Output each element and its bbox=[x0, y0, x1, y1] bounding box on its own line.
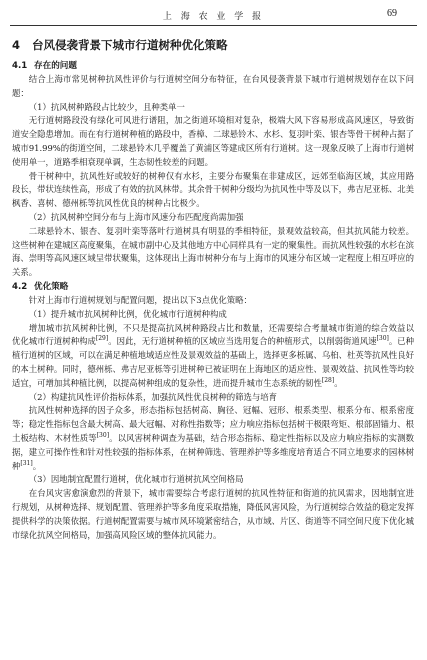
paragraph: 针对上海市行道树规划与配置问题，提出以下3点优化策略： bbox=[28, 294, 252, 305]
citation: [30] bbox=[96, 432, 110, 440]
section-heading bbox=[12, 38, 414, 52]
paragraph: 二球悬铃木、银杏、复羽叶栾等落叶行道树具有明显的季相特征，景观效益较高，但其抗风能力较差。这些树种在建城区高度聚集，在城市副中心及其他地方中心同样具有一定的聚集性。而抗风性较强的水杉在滨海、崇明等高风速区域呈带状聚集，这体现出上海市树种分布与上海市的风速分布区域一定程度上相互呼应的关系。 bbox=[12, 225, 414, 278]
citation: [31] bbox=[20, 459, 33, 467]
subsection-number: 4.2 bbox=[12, 281, 28, 292]
subsection-title: 优化策略 bbox=[34, 281, 69, 292]
paragraph: 无行道树路段没有绿化可风进行谱阻，加之街道环境相对复杂，极端大风下容易形成高风速区，导致街道安全隐患增加。而在有行道树种植的路段中，香樟、二球悬铃木、水杉、复羽叶栾、银杏等骨干树种占据了城市91.99%的街道空间，二球悬铃木几乎覆盖了黄浦区等建成区所有行道树。这一现象反映了上海市行道树使用单一，道路季相衰现单调，生态韧性较差的问题。 bbox=[12, 115, 414, 167]
subsection-heading-strategies bbox=[12, 280, 414, 294]
subsection-title: 存在的问题 bbox=[34, 61, 77, 71]
text-run: 增加城市抗风树种比例，不只是提高抗风树种路段占比和数量，还需要综合考量城市街道的综合效益以优化城市行道树种构成 bbox=[12, 322, 414, 347]
text-run: 。 bbox=[32, 460, 42, 471]
section-title: 台风侵袭背景下城市行道树种优化策略 bbox=[32, 38, 228, 52]
paragraph: 骨干树种中，抗风性好或较好的树种仅有水杉，主要分布聚集在非建成区，远郊至临海区域，其应用路段长，带状连续性高，形成了有效的抗风林带。其余骨干树种分级均为抗风性中等及以下，弗吉尼亚栎、北美枫香、喜树、德州栎等抗风性优良的树种占比极少。 bbox=[12, 170, 414, 209]
header-rule bbox=[10, 25, 417, 26]
citation: [28] bbox=[321, 376, 335, 384]
journal-title: 上 海 农 业 学 报 bbox=[162, 12, 265, 22]
body-text bbox=[12, 32, 414, 657]
paragraph: 在台风灾害愈演愈烈的背景下，城市需要综合考虑行道树的抗风性特征和街道的抗风需求，因地制宜进行规划，从树种选择、规划配置、管理养护等多角度采取措施，降低风害风险，为行道树综合效益的稳定发挥提供科学的决策依据。行道树配置需要与城市风环境紧密结合，从市域、片区、街道等不同空间尺度下优化城市绿化抗风空间格局，加强高风险区域的整体抗风能力。 bbox=[12, 488, 414, 540]
subsection-number: 4.1 bbox=[12, 61, 28, 71]
text-run: 。已种植行道树的区域，可以在满足种植地域适应性及景观效益的基础上，选择更多栎属、乌桕、杜英等抗风性良好的本土树种。同时，德州栎、弗吉尼亚栎等引进树种已被证明在上海地区的适应性、景观效益、抗风性等均较适宜，可增加其种植比例，以提高树种组成的复杂性，进而提升城市生态系统的韧性 bbox=[12, 336, 414, 388]
subsection-heading-problems bbox=[12, 59, 414, 73]
citation: [29] bbox=[95, 335, 109, 343]
paragraph bbox=[12, 404, 414, 473]
text-run: 。因此，无行道树种植的区域应当选用复合的种植形式，以削弱街道风速 bbox=[108, 336, 377, 347]
paragraph: 结合上海市常见树种抗风性评价与行道树空间分布特征，在台风侵袭背景下城市行道树规划存在以下问题： bbox=[12, 74, 414, 98]
item-heading: （2）构建抗风性评价指标体系，加强抗风性优良树种的筛选与培育 bbox=[28, 391, 277, 402]
section-number: 4 bbox=[12, 38, 21, 52]
page-number: 69 bbox=[387, 8, 397, 19]
running-header bbox=[0, 0, 427, 28]
text-run: 。以风害树种调查为基础，结合形态指标、稳定性指标以及应力响应指标的实测数据，建立可操作性和针对性较强的指标体系，在树种筛选、管理养护等多维度培育适合不同立地要求的园林树种 bbox=[12, 432, 414, 471]
text-run: 。 bbox=[334, 377, 343, 388]
item-heading: （1）抗风树种路段占比较少，且种类单一 bbox=[28, 101, 185, 112]
paragraph bbox=[12, 322, 414, 391]
item-heading: （3）因地制宜配置行道树，优化城市行道树抗风空间格局 bbox=[28, 474, 244, 485]
text-run: 抗风性树种选择的因子众多，形态指标包括树高、胸径、冠幅、冠形、根系类型、根系分布、根系密度等；稳定性指标包含最大树高、最大冠幅、对称性指数等；应力响应指标包括树干极限弯矩、根部固锚力、根土板结构、木材性质等 bbox=[12, 405, 414, 443]
item-heading: （2）抗风树种空间分布与上海市风速分布匹配度尚需加强 bbox=[28, 211, 244, 222]
citation: [30] bbox=[376, 335, 389, 343]
item-heading: （1）提升城市抗风树种比例，优化城市行道树种构成 bbox=[28, 308, 227, 319]
